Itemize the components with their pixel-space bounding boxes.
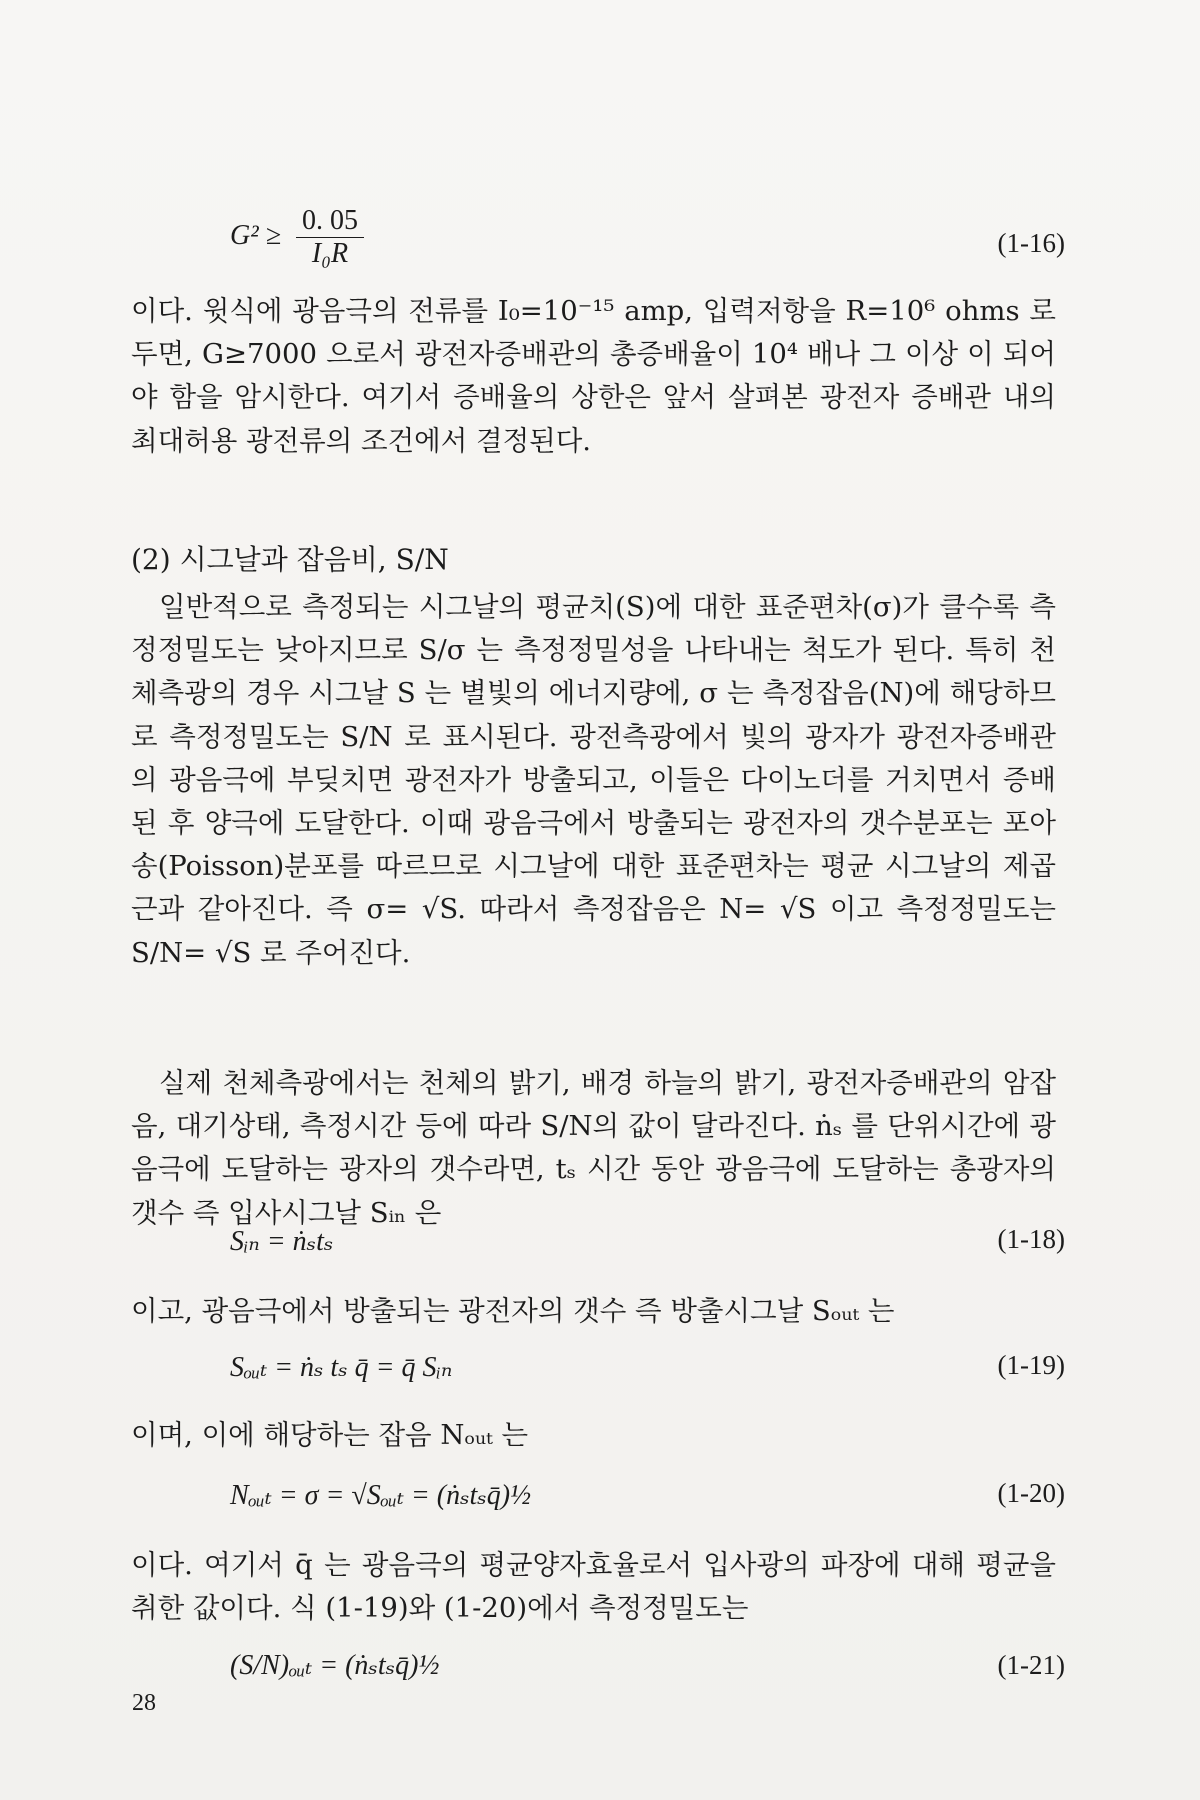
equation-number-1-16: (1-16) (997, 228, 1065, 258)
fraction: $\frac{0. 05}{\text{I₀R}}$ (296, 205, 364, 270)
paragraph-6: 이다. 여기서 q̄ 는 광음극의 평균양자효율로서 입사광의 파장에 대해 평균을 취한 값이다. 식 (1-19)와 (1-20)에서 측정정밀도는 (131, 1549, 1056, 1625)
equation-1-16: G² ≥ $\frac{0. 05}{\text{I₀R}}$ (230, 205, 364, 270)
equation-1-19: Sₒᵤₜ = ṅₛ tₛ q̄ = q̄ Sᵢₙ (230, 1352, 453, 1383)
paragraph-5: 이며, 이에 해당하는 잡음 Nₒᵤₜ 는 (131, 1419, 529, 1451)
paragraph-3: 실제 천체측광에서는 천체의 밝기, 배경 하늘의 밝기, 광전자증배관의 암잡음, 대기상태, 측정시간 등에 따라 S/N의 값이 달라진다. ṅₛ 를 단위시간에 광음극에 도달하는 광자의 갯수라면, tₛ 시간 동안 광음극에 도달하는 총광자의 갯수 즉 입사시그날 Sᵢₙ 은 (131, 1067, 1056, 1229)
equation-1-18: Sᵢₙ = ṅₛtₛ (230, 1226, 334, 1257)
paragraph-2: 일반적으로 측정되는 시그날의 평균치(S)에 대한 표준편차(σ)가 클수록 측정정밀도는 낮아지므로 S/σ 는 측정정밀성을 나타내는 척도가 된다. 특히 천체측광의 경우 시그날 S 는 별빛의 에너지량에, σ 는 측정잡음(N)에 해당하므로 측정정밀도는 S/N 로 표시된다. 광전측광에서 빛의 광자가 광전자증배관의 광음극에 부딪치면 광전자가 방출되고, 이들은 다이노더를 거치면서 증배된 후 양극에 도달한다. 이때 광음극에서 방출되는 광전자의 갯수분포는 포아송(Poisson)분포를 따르므로 시그날에 대한 표준편차는 평균 시그날의 제곱근과 같아진다. 즉 σ= √S. 따라서 측정잡음은 N= √S 이고 측정정밀도는 S/N= √S 로 주어진다. (131, 591, 1056, 969)
equation-number-1-21: (1-21) (997, 1650, 1065, 1680)
page-number: 28 (132, 1690, 156, 1716)
paragraph-4: 이고, 광음극에서 방출되는 광전자의 갯수 즉 방출시그날 Sₒᵤₜ 는 (131, 1295, 895, 1327)
paragraph-1: 이다. 윗식에 광음극의 전류를 I₀=10⁻¹⁵ amp, 입력저항을 R=10⁶ ohms 로 두면, G≥7000 으로서 광전자증배관의 총증배율이 10⁴ 배나 그 이상 이 되어야 함을 암시한다. 여기서 증배율의 상한은 앞서 살펴본 광전자 증배관 내의 최대허용 광전류의 조건에서 결정된다. (131, 295, 1056, 457)
section-heading: (2) 시그날과 잡음비, S/N (131, 543, 449, 576)
equation-number-1-18: (1-18) (997, 1224, 1065, 1254)
equation-number-1-20: (1-20) (997, 1478, 1065, 1508)
equation-1-21: (S/N)ₒᵤₜ = (ṅₛtₛq̄)½ (230, 1650, 440, 1681)
equation-number-1-19: (1-19) (997, 1350, 1065, 1380)
equation-1-20: Nₒᵤₜ = σ = √Sₒᵤₜ = (ṅₛtₛq̄)½ (230, 1480, 532, 1511)
